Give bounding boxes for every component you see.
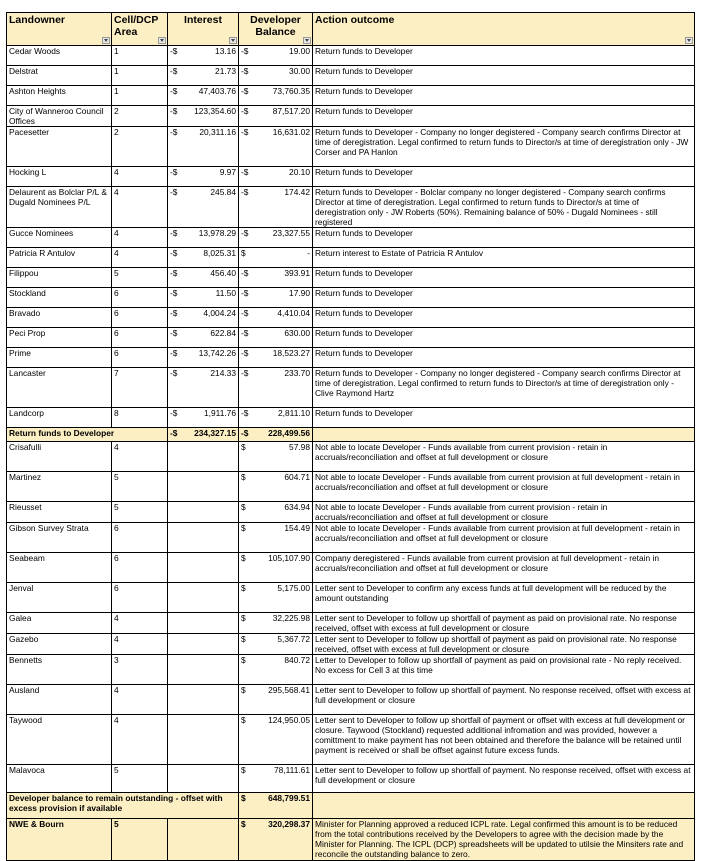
outcome-cell[interactable]: Return funds to Developer — [313, 66, 695, 86]
interest-cell[interactable]: -$ 1,911.76 — [168, 408, 239, 428]
spreadsheet — [6, 12, 694, 861]
landowner-cell[interactable]: Malavoca — [7, 765, 112, 793]
area-cell[interactable]: 2 — [112, 106, 168, 127]
filter-dropdown-icon[interactable] — [102, 37, 110, 44]
interest-cell[interactable] — [168, 634, 239, 655]
area-cell[interactable]: 6 — [112, 348, 168, 368]
balance-cell[interactable]: -$ 393.91 — [239, 268, 313, 288]
outcome-cell[interactable]: Return funds to Developer — [313, 288, 695, 308]
balance-cell[interactable]: $ 840.72 — [239, 655, 313, 685]
landowner-cell[interactable]: Filippou — [7, 268, 112, 288]
balance-cell[interactable]: $ 32,225.98 — [239, 613, 313, 634]
subtotal-interest-cell[interactable]: -$ 234,327.15 — [168, 428, 239, 442]
landowner-cell[interactable]: Galea — [7, 613, 112, 634]
table-row — [7, 46, 695, 66]
outcome-cell[interactable]: Letter sent to Developer to follow up shortfall of payment. No response received, offset with excess at full development or closure — [313, 765, 695, 793]
landowner-cell[interactable]: Taywood — [7, 715, 112, 765]
area-cell[interactable]: 2 — [112, 127, 168, 167]
table-row — [7, 502, 695, 523]
area-cell[interactable]: 3 — [112, 655, 168, 685]
landowner-cell[interactable]: Cedar Woods — [7, 46, 112, 66]
balance-cell[interactable]: -$ 87,517.20 — [239, 106, 313, 127]
balance-cell[interactable]: -$ 17.90 — [239, 288, 313, 308]
balance-cell[interactable]: -$ 4,410.04 — [239, 308, 313, 328]
landowner-cell[interactable]: Gibson Survey Strata — [7, 523, 112, 553]
balance-cell[interactable]: $ 57.98 — [239, 442, 313, 472]
interest-cell[interactable]: -$ 622.84 — [168, 328, 239, 348]
interest-cell[interactable]: -$ 456.40 — [168, 268, 239, 288]
balance-cell[interactable]: $ 5,175.00 — [239, 583, 313, 613]
area-cell[interactable]: 6 — [112, 328, 168, 348]
table-row — [7, 613, 695, 634]
table-row — [7, 368, 695, 408]
balance-cell[interactable]: $ 5,367.72 — [239, 634, 313, 655]
interest-cell[interactable] — [168, 553, 239, 583]
table-row — [7, 583, 695, 613]
interest-cell[interactable]: -$ 13.16 — [168, 46, 239, 66]
final-outcome[interactable]: Minister for Planning approved a reduced ICPL rate. Legal confirmed this amount is to be reduced from the total contributions received by the Developers to agree with the decision made by the Minister for Planning. The ICPL (DCP) spreadsheets will be updated to utilsie the Minsiters rate and reconcile the outstanding balance to zero. — [313, 819, 695, 861]
balance-cell[interactable]: -$ 630.00 — [239, 328, 313, 348]
header-row — [7, 13, 695, 46]
final-landowner[interactable]: NWE & Bourn — [7, 819, 112, 861]
area-cell[interactable]: 5 — [112, 472, 168, 502]
table-row — [7, 408, 695, 428]
outcome-cell[interactable]: Return funds to Developer — [313, 348, 695, 368]
landowner-cell[interactable]: Gazebo — [7, 634, 112, 655]
outcome-cell[interactable]: Return funds to Developer — [313, 86, 695, 106]
outstanding-total-row — [7, 793, 695, 819]
outcome-cell[interactable]: Return funds to Developer — [313, 268, 695, 288]
landowner-cell[interactable]: Landcorp — [7, 408, 112, 428]
outcome-cell[interactable]: Return funds to Developer — [313, 106, 695, 127]
header-outcome: Action outcome — [313, 13, 695, 46]
outcome-cell[interactable]: Not able to locate Developer - Funds available from current provision at full development - retain in accruals/reconciliation and offset at full development or closure — [313, 523, 695, 553]
landowner-cell[interactable]: Delaurent as Bolclar P/L & Dugald Nominees P/L — [7, 187, 112, 228]
table-row — [7, 106, 695, 127]
interest-cell[interactable] — [168, 472, 239, 502]
outstanding-total-label: Developer balance to remain outstanding - offset with excess provision if available — [7, 793, 239, 819]
landowner-cell[interactable]: Ashton Heights — [7, 86, 112, 106]
table-row — [7, 308, 695, 328]
interest-cell[interactable] — [168, 442, 239, 472]
table-row — [7, 187, 695, 228]
outcome-cell[interactable]: Not able to locate Developer - Funds available from current provision at full development - retain in accruals/reconciliation and offset at full development or closure — [313, 472, 695, 502]
landowner-cell[interactable]: Martinez — [7, 472, 112, 502]
area-cell[interactable]: 4 — [112, 442, 168, 472]
table-row — [7, 553, 695, 583]
outcome-cell[interactable]: Letter to Developer to follow up shortfall of payment as paid on provisional rate - No reply received. No excess for Cell 3 at this time — [313, 655, 695, 685]
area-cell[interactable]: 4 — [112, 685, 168, 715]
table-row — [7, 765, 695, 793]
area-cell[interactable]: 4 — [112, 634, 168, 655]
outcome-cell[interactable]: Return funds to Developer — [313, 308, 695, 328]
balance-cell[interactable]: $ 295,568.41 — [239, 685, 313, 715]
area-cell[interactable]: 4 — [112, 248, 168, 268]
table-row — [7, 685, 695, 715]
balance-cell[interactable]: $ 604.71 — [239, 472, 313, 502]
area-cell[interactable]: 6 — [112, 583, 168, 613]
balance-cell[interactable]: -$ 18,523.27 — [239, 348, 313, 368]
outcome-cell[interactable]: Not able to locate Developer - Funds available from current provision - retain in accruals/reconciliation and offset at full development or closure — [313, 502, 695, 523]
area-cell[interactable]: 6 — [112, 523, 168, 553]
filter-dropdown-icon[interactable] — [303, 37, 311, 44]
area-cell[interactable]: 5 — [112, 765, 168, 793]
balance-cell[interactable]: -$ 19.00 — [239, 46, 313, 66]
area-cell[interactable]: 6 — [112, 308, 168, 328]
interest-cell[interactable]: -$ 214.33 — [168, 368, 239, 408]
area-cell[interactable]: 1 — [112, 46, 168, 66]
area-cell[interactable]: 4 — [112, 715, 168, 765]
landowner-table — [6, 12, 695, 861]
landowner-cell[interactable]: Hocking L — [7, 167, 112, 187]
outcome-cell[interactable]: Return funds to Developer — [313, 228, 695, 248]
landowner-cell[interactable]: City of Wanneroo Council Offices — [7, 106, 112, 127]
interest-cell[interactable] — [168, 523, 239, 553]
table-row — [7, 268, 695, 288]
table-row — [7, 66, 695, 86]
subtotal-balance-cell[interactable]: -$ 228,499.56 — [239, 428, 313, 442]
outcome-cell[interactable]: Return interest to Estate of Patricia R Antulov — [313, 248, 695, 268]
outcome-cell[interactable]: Return funds to Developer — [313, 167, 695, 187]
outcome-cell[interactable]: Return funds to Developer — [313, 408, 695, 428]
table-row — [7, 248, 695, 268]
subtotal-row — [7, 428, 695, 442]
table-row — [7, 442, 695, 472]
landowner-cell[interactable]: Bravado — [7, 308, 112, 328]
outcome-cell[interactable]: Letter sent to Developer to follow up shortfall of payment as paid on provisional rate. No response received, offset with excess at full development or closure — [313, 613, 695, 634]
outcome-cell[interactable]: Return funds to Developer - Bolclar company no longer degistered - Company search confirms Director at time of deregistration. Legal confirmed to return funds to Director/s at time of deregistration only - JW Roberts (50%). Remaining balance of 50% - Dugald Nominees - still registered — [313, 187, 695, 228]
subtotal-label: Return funds to Developer — [7, 428, 168, 442]
final-row — [7, 819, 695, 861]
outstanding-total-balance[interactable]: $ 648,799.51 — [239, 793, 313, 819]
landowner-cell[interactable]: Jenval — [7, 583, 112, 613]
final-interest[interactable] — [168, 819, 239, 861]
balance-cell[interactable]: -$ 73,760.35 — [239, 86, 313, 106]
table-row — [7, 655, 695, 685]
interest-cell[interactable]: -$ 13,978.29 — [168, 228, 239, 248]
final-area[interactable]: 5 — [112, 819, 168, 861]
landowner-cell[interactable]: Gucce Nominees — [7, 228, 112, 248]
table-row — [7, 634, 695, 655]
area-cell[interactable]: 8 — [112, 408, 168, 428]
table-row — [7, 472, 695, 502]
interest-cell[interactable] — [168, 715, 239, 765]
landowner-cell[interactable]: Peci Prop — [7, 328, 112, 348]
outcome-cell[interactable]: Letter sent to Developer to follow up shortfall of payment as paid on provisional rate. No response received, offset with excess at full development or closure — [313, 634, 695, 655]
table-row — [7, 167, 695, 187]
interest-cell[interactable]: -$ 21.73 — [168, 66, 239, 86]
subtotal-outcome-cell[interactable] — [313, 428, 695, 442]
interest-cell[interactable]: -$ 20,311.16 — [168, 127, 239, 167]
table-row — [7, 348, 695, 368]
landowner-cell[interactable]: Pacesetter — [7, 127, 112, 167]
landowner-cell[interactable]: Seabeam — [7, 553, 112, 583]
interest-cell[interactable] — [168, 685, 239, 715]
interest-cell[interactable]: -$ 9.97 — [168, 167, 239, 187]
landowner-cell[interactable]: Rieusset — [7, 502, 112, 523]
area-cell[interactable]: 4 — [112, 187, 168, 228]
interest-cell[interactable]: -$ 47,403.76 — [168, 86, 239, 106]
interest-cell[interactable]: -$ 8,025.31 — [168, 248, 239, 268]
landowner-cell[interactable]: Ausland — [7, 685, 112, 715]
balance-cell[interactable]: $ 124,950.05 — [239, 715, 313, 765]
interest-cell[interactable]: -$ 245.84 — [168, 187, 239, 228]
landowner-cell[interactable]: Bennetts — [7, 655, 112, 685]
area-cell[interactable]: 6 — [112, 553, 168, 583]
area-cell[interactable]: 5 — [112, 502, 168, 523]
header-interest: Interest — [168, 13, 239, 46]
area-cell[interactable]: 6 — [112, 288, 168, 308]
outcome-cell[interactable]: Return funds to Developer — [313, 328, 695, 348]
balance-cell[interactable]: -$ 233.70 — [239, 368, 313, 408]
header-balance: Developer Balance — [239, 13, 313, 46]
table-row — [7, 127, 695, 167]
table-row — [7, 523, 695, 553]
filter-dropdown-icon[interactable] — [229, 37, 237, 44]
balance-cell[interactable]: -$ 2,811.10 — [239, 408, 313, 428]
outcome-cell[interactable]: Return funds to Developer - Company no longer degistered - Company search confirms Director at time of deregistration. Legal confirmed to return funds to Director/s at time of deregistration only - Clive Raymond Hartz — [313, 368, 695, 408]
balance-cell[interactable]: $ 634.94 — [239, 502, 313, 523]
outcome-cell[interactable]: Not able to locate Developer - Funds available from current provision - retain in accruals/reconciliation and offset at full development or closure — [313, 442, 695, 472]
interest-cell[interactable] — [168, 613, 239, 634]
balance-cell[interactable]: -$ 16,631.02 — [239, 127, 313, 167]
landowner-cell[interactable]: Delstrat — [7, 66, 112, 86]
interest-cell[interactable]: -$ 13,742.26 — [168, 348, 239, 368]
outcome-cell[interactable]: Return funds to Developer - Company no longer degistered - Company search confirms Director at time of deregistration. Legal confirmed to return funds to Director/s at time of deregistration only - JW Corser and PA Hanlon — [313, 127, 695, 167]
area-cell[interactable]: 7 — [112, 368, 168, 408]
filter-dropdown-icon[interactable] — [158, 37, 166, 44]
balance-cell[interactable]: $ 154.49 — [239, 523, 313, 553]
filter-dropdown-icon[interactable] — [685, 37, 693, 44]
outcome-cell[interactable]: Return funds to Developer — [313, 46, 695, 66]
interest-cell[interactable] — [168, 765, 239, 793]
balance-cell[interactable]: -$ 30.00 — [239, 66, 313, 86]
header-landowner: Landowner — [7, 13, 112, 46]
outcome-cell[interactable]: Letter sent to Developer to follow up shortfall of payment or offset with excess at full development or closure. Taywood (Stockland) requested additional infromation and was provided, however a comittment to make payment has not been obtained and therefore the balance will be retained until payment is received or shall be offset against future excess funds. — [313, 715, 695, 765]
interest-cell[interactable] — [168, 502, 239, 523]
interest-cell[interactable] — [168, 583, 239, 613]
table-row — [7, 86, 695, 106]
balance-cell[interactable]: $ 105,107.90 — [239, 553, 313, 583]
table-row — [7, 228, 695, 248]
landowner-cell[interactable]: Patricia R Antulov — [7, 248, 112, 268]
table-row — [7, 715, 695, 765]
area-cell[interactable]: 4 — [112, 613, 168, 634]
balance-cell[interactable]: -$ 20.10 — [239, 167, 313, 187]
outcome-cell[interactable]: Letter sent to Developer to follow up shortfall of payment. No response received, offset with excess at full development or closure — [313, 685, 695, 715]
interest-cell[interactable]: -$ 4,004.24 — [168, 308, 239, 328]
balance-cell[interactable]: -$ 174.42 — [239, 187, 313, 228]
outstanding-total-outcome[interactable] — [313, 793, 695, 819]
balance-cell[interactable]: -$ 23,327.55 — [239, 228, 313, 248]
interest-cell[interactable] — [168, 655, 239, 685]
landowner-cell[interactable]: Crisafulli — [7, 442, 112, 472]
area-cell[interactable]: 4 — [112, 228, 168, 248]
table-row — [7, 288, 695, 308]
landowner-cell[interactable]: Prime — [7, 348, 112, 368]
interest-cell[interactable]: -$ 11.50 — [168, 288, 239, 308]
area-cell[interactable]: 5 — [112, 268, 168, 288]
outcome-cell[interactable]: Letter sent to Developer to confirm any excess funds at full development will be reduced by the amount outstanding — [313, 583, 695, 613]
table-row — [7, 328, 695, 348]
area-cell[interactable]: 4 — [112, 167, 168, 187]
balance-cell[interactable]: $ - — [239, 248, 313, 268]
header-area: Cell/DCP Area — [112, 13, 168, 46]
outcome-cell[interactable]: Company deregistered - Funds available from current provision at full development - retain in accruals/reconciliation and offset at full development or closure — [313, 553, 695, 583]
balance-cell[interactable]: $ 78,111.61 — [239, 765, 313, 793]
area-cell[interactable]: 1 — [112, 86, 168, 106]
landowner-cell[interactable]: Stockland — [7, 288, 112, 308]
interest-cell[interactable]: -$ 123,354.60 — [168, 106, 239, 127]
final-balance[interactable]: $ 320,298.37 — [239, 819, 313, 861]
area-cell[interactable]: 1 — [112, 66, 168, 86]
landowner-cell[interactable]: Lancaster — [7, 368, 112, 408]
